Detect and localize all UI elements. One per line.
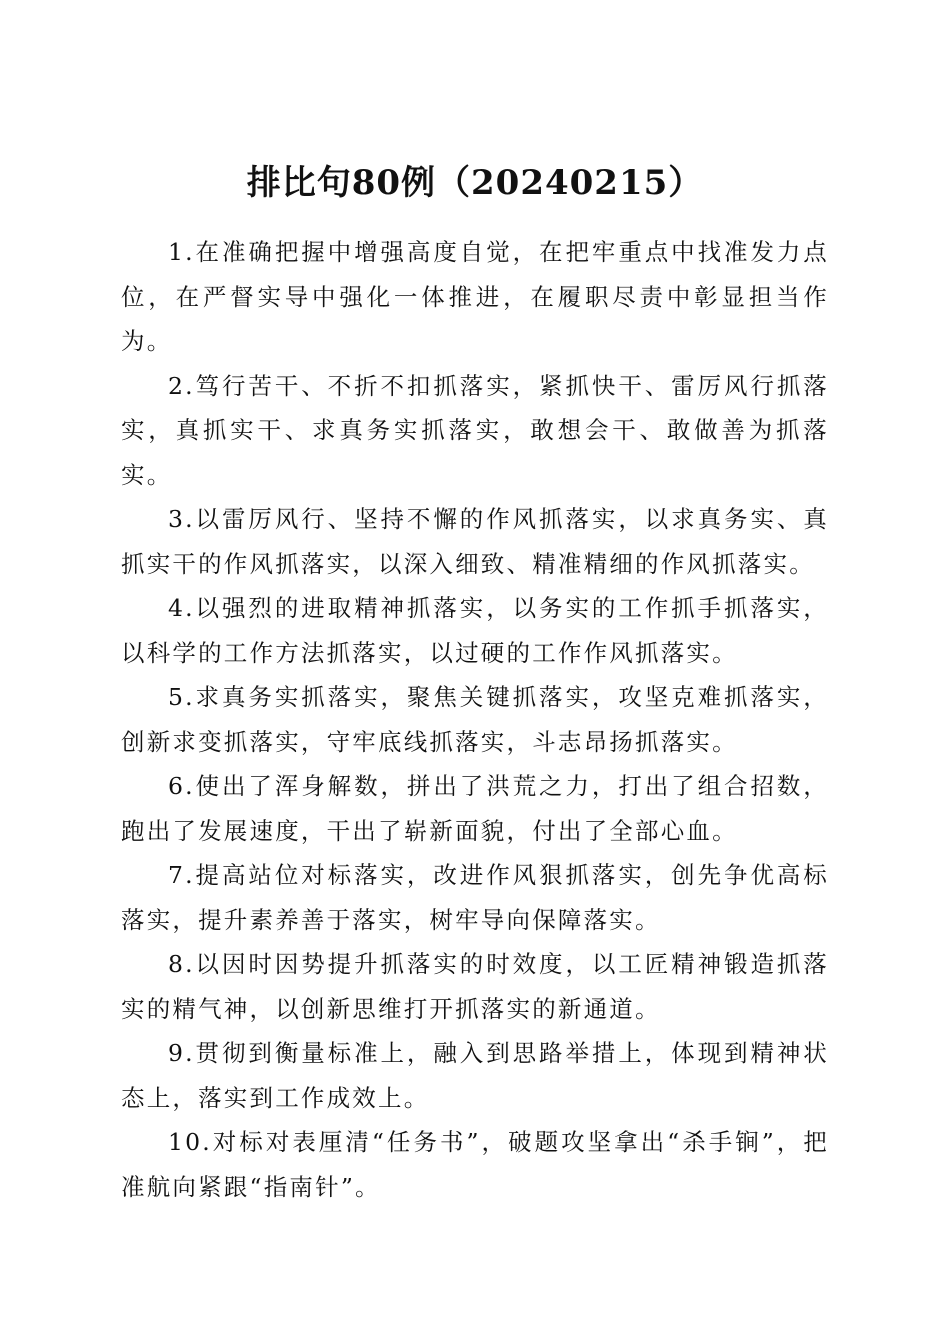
- paragraph-6: 6.使出了浑身解数，拼出了洪荒之力，打出了组合招数，跑出了发展速度，干出了崭新面貌，付出了全部心血。: [121, 772, 829, 845]
- paragraph-7: 7.提高站位对标落实，改进作风狠抓落实，创先争优高标落实，提升素养善于落实，树牢导向保障落实。: [121, 861, 829, 934]
- paragraph-3: 3.以雷厉风行、坚持不懈的作风抓落实，以求真务实、真抓实干的作风抓落实，以深入细致、精准精细的作风抓落实。: [121, 505, 829, 578]
- paragraph-4: 4.以强烈的进取精神抓落实，以务实的工作抓手抓落实，以科学的工作方法抓落实，以过硬的工作作风抓落实。: [121, 594, 829, 667]
- paragraph-2: 2.笃行苦干、不折不扣抓落实，紧抓快干、雷厉风行抓落实，真抓实干、求真务实抓落实，敢想会干、敢做善为抓落实。: [121, 371, 829, 489]
- document-title: 排比句80例（20240215）: [246, 162, 704, 203]
- paragraph-10: 10.对标对表厘清“任务书”，破题攻坚拿出“杀手锏”，把准航向紧跟“指南针”。: [121, 1128, 829, 1201]
- document-body: [121, 230, 829, 1209]
- paragraph-9: 9.贯彻到衡量标准上，融入到思路举措上，体现到精神状态上，落实到工作成效上。: [121, 1039, 829, 1112]
- paragraph-8: 8.以因时因势提升抓落实的时效度，以工匠精神锻造抓落实的精气神，以创新思维打开抓落实的新通道。: [121, 950, 829, 1023]
- paragraph-5: 5.求真务实抓落实，聚焦关键抓落实，攻坚克难抓落实，创新求变抓落实，守牢底线抓落实，斗志昂扬抓落实。: [121, 683, 829, 756]
- paragraph-1: 1.在准确把握中增强高度自觉，在把牢重点中找准发力点位，在严督实导中强化一体推进，在履职尽责中彰显担当作为。: [121, 238, 829, 355]
